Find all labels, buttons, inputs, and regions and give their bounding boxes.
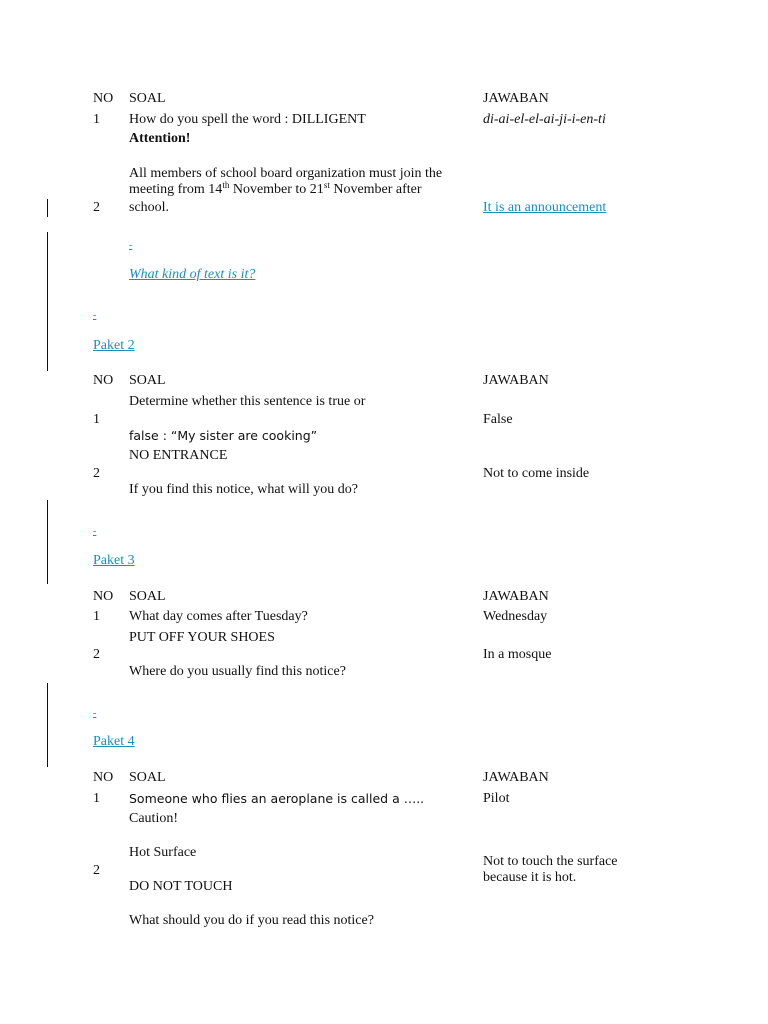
paket-title[interactable]: Paket 2 (93, 338, 135, 353)
notice-line (129, 182, 422, 198)
question-text: How do you spell the word : DILLIGENT (129, 112, 366, 127)
notice-text-part: meeting from 14 (129, 182, 223, 197)
paket-title[interactable]: Paket 4 (93, 734, 135, 749)
question-text: Determine whether this sentence is true or (129, 394, 366, 409)
answer-text: In a mosque (483, 647, 552, 662)
header-no: NO (93, 589, 114, 604)
question-number: 1 (93, 112, 100, 127)
change-bar (47, 683, 48, 767)
superscript: th (222, 180, 230, 190)
notice-line: school. (129, 200, 170, 215)
notice-text-part: November after (329, 182, 422, 197)
notice-text: Caution! (129, 811, 178, 826)
header-soal: SOAL (129, 373, 166, 388)
answer-text: because it is hot. (483, 870, 577, 885)
paket-title[interactable]: Paket 3 (93, 553, 135, 568)
change-bar (47, 500, 48, 584)
change-bar (47, 232, 48, 371)
notice-title: Attention! (129, 131, 191, 146)
question-text: Where do you usually find this notice? (129, 664, 346, 679)
answer-text: Wednesday (483, 609, 548, 624)
question-text: What should you do if you read this notice? (129, 913, 374, 928)
notice-text: Hot Surface (129, 845, 197, 860)
dash-link[interactable]: - (93, 526, 97, 537)
dash-link[interactable]: - (93, 310, 97, 321)
question-number: 1 (93, 791, 100, 806)
question-number: 1 (93, 412, 100, 427)
question-number: 2 (93, 466, 100, 481)
question-number: 1 (93, 609, 100, 624)
question-number: 2 (93, 863, 100, 878)
question-text: What day comes after Tuesday? (129, 609, 308, 624)
header-soal: SOAL (129, 91, 166, 106)
question-number: 2 (93, 200, 100, 215)
notice-text: NO ENTRANCE (129, 448, 228, 463)
dash-link[interactable]: - (93, 708, 97, 719)
change-bar (47, 199, 48, 217)
notice-line: All members of school board organization must join the (129, 166, 443, 181)
notice-text: DO NOT TOUCH (129, 879, 233, 894)
header-jawaban: JAWABAN (483, 91, 549, 106)
header-soal: SOAL (129, 589, 166, 604)
answer-text: False (483, 412, 513, 427)
header-no: NO (93, 770, 114, 785)
question-number: 2 (93, 647, 100, 662)
header-soal: SOAL (129, 770, 166, 785)
header-jawaban: JAWABAN (483, 770, 549, 785)
header-no: NO (93, 373, 114, 388)
answer-text: di-ai-el-el-ai-ji-i-en-ti (483, 112, 606, 127)
question-text: false : “My sister are cooking” (129, 428, 318, 443)
superscript: st (323, 180, 330, 190)
question-link[interactable]: What kind of text is it? (129, 267, 256, 282)
answer-text: Not to touch the surface (483, 854, 618, 869)
header-jawaban: JAWABAN (483, 373, 549, 388)
answer-text: Not to come inside (483, 466, 590, 481)
answer-link[interactable]: It is an announcement (483, 200, 607, 215)
notice-text-part: November to 21 (229, 182, 324, 197)
question-text: Someone who flies an aeroplane is called a ….. (129, 791, 425, 806)
header-no: NO (93, 91, 114, 106)
dash-link[interactable]: - (129, 240, 133, 251)
question-text: If you find this notice, what will you do? (129, 482, 359, 497)
notice-text: PUT OFF YOUR SHOES (129, 630, 275, 645)
header-jawaban: JAWABAN (483, 589, 549, 604)
answer-text: Pilot (483, 791, 510, 806)
